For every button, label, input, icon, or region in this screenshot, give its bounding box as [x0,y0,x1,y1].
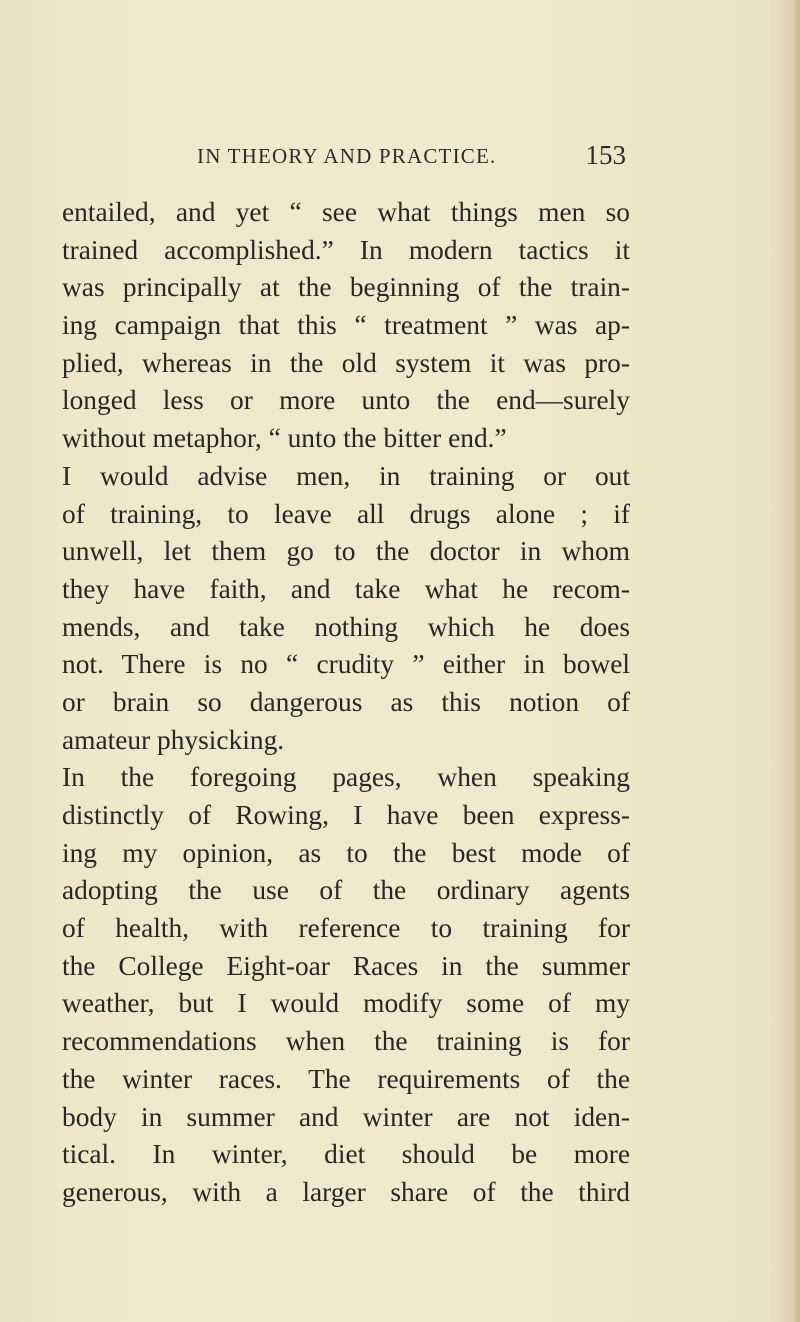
text-line: tical. In winter, diet should be more [62,1139,630,1170]
text-line: body in summer and winter are not iden- [62,1101,630,1132]
text-line: or brain so dangerous as this notion of [62,686,630,717]
text-line: I would advise men, in training or out [62,460,630,491]
page-number: 153 [585,140,626,170]
text-line: adopting the use of the ordinary agents [62,875,630,906]
text-line: they have faith, and take what he recom- [62,573,630,604]
text-line: recommendations when the training is for [62,1026,630,1057]
text-line: In the foregoing pages, when speaking [62,762,630,793]
text-line: not. There is no “ crudity ” either in bowel [62,649,630,680]
text-line: of training, to leave all drugs alone ; if [62,498,630,529]
page-edge [794,0,800,1322]
text-line: of health, with reference to training for [62,913,630,944]
text-line: entailed, and yet “ see what things men so [62,197,630,227]
text-line: the College Eight-oar Races in the summer [62,950,630,981]
text-line: ing campaign that this “ treatment ” was ap- [62,310,630,341]
text-line: the winter races. The requirements of the [62,1063,630,1094]
text-line: distinctly of Rowing, I have been express- [62,800,630,830]
text-line: plied, whereas in the old system it was pro- [62,347,630,378]
body-text [62,194,630,1212]
text-line: unwell, let them go to the doctor in whom [62,536,630,567]
running-head [197,140,626,174]
text-line: weather, but I would modify some of my [62,988,630,1019]
text-line: longed less or more unto the end—surely [62,385,630,416]
text-line: was principally at the beginning of the train- [62,272,630,303]
text-line: ing my opinion, as to the best mode of [62,837,630,868]
text-line: generous, with a larger share of the third [62,1176,630,1207]
text-line: without metaphor, “ unto the bitter end.” [62,423,507,454]
text-line: mends, and take nothing which he does [62,611,630,642]
text-line: amateur physicking. [62,724,285,755]
text-line: trained accomplished.” In modern tactics it [62,234,630,265]
running-title: IN THEORY AND PRACTICE. [197,144,497,168]
